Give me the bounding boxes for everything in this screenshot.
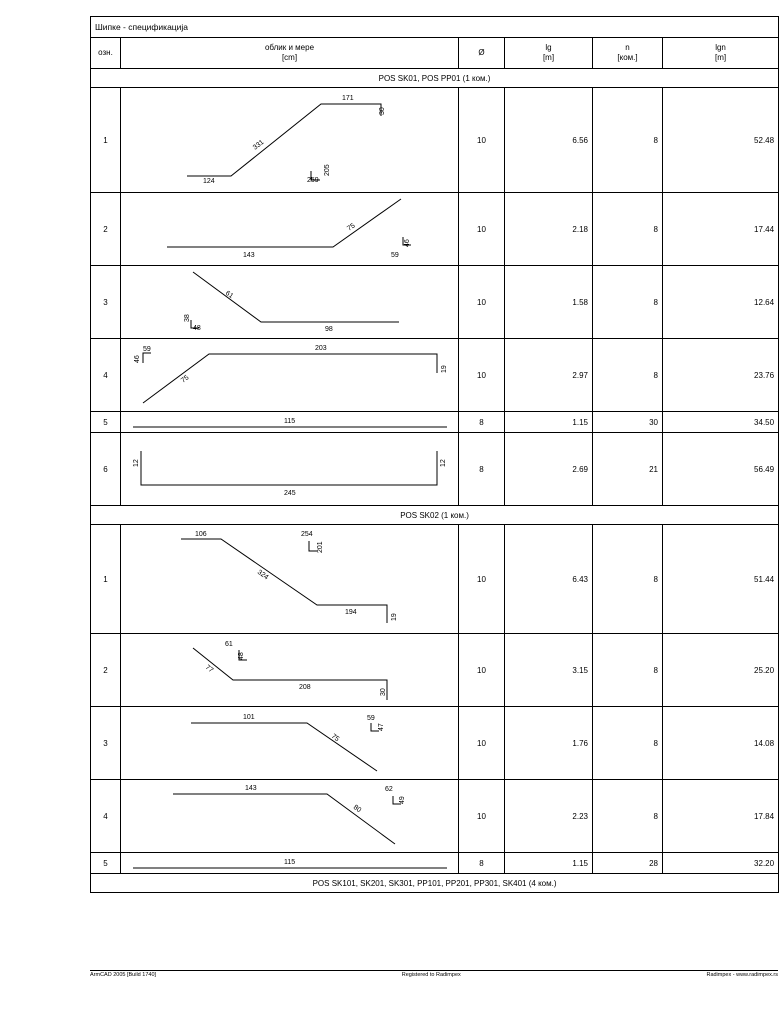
section-title: POS SK01, POS PP01 (1 ком.) bbox=[91, 69, 779, 88]
row-diameter: 10 bbox=[459, 266, 505, 339]
row-lg: 1.15 bbox=[505, 853, 593, 874]
row-n: 8 bbox=[593, 88, 663, 193]
bar-shape-svg bbox=[121, 266, 459, 338]
dim-label: 115 bbox=[284, 859, 296, 866]
dim-label: 205 bbox=[324, 164, 331, 176]
row-mark: 5 bbox=[91, 412, 121, 433]
dim-label: 254 bbox=[301, 531, 313, 538]
dim-label: 61 bbox=[225, 641, 233, 648]
dim-label: 208 bbox=[299, 684, 311, 691]
bar-shape-drawing bbox=[121, 193, 459, 266]
bar-shape-drawing bbox=[121, 88, 459, 193]
bar-shape-drawing bbox=[121, 707, 459, 780]
dim-label: 80 bbox=[351, 803, 363, 815]
row-lgn: 17.44 bbox=[663, 193, 779, 266]
row-lgn: 56.49 bbox=[663, 433, 779, 506]
row-n: 28 bbox=[593, 853, 663, 874]
row-lg: 2.97 bbox=[505, 339, 593, 412]
table-row bbox=[91, 853, 779, 874]
dim-label: 46 bbox=[404, 239, 411, 247]
dim-label: 48 bbox=[193, 325, 201, 332]
row-lg: 1.58 bbox=[505, 266, 593, 339]
row-lg: 2.69 bbox=[505, 433, 593, 506]
section-title: POS SK101, SK201, SK301, PP101, PP201, PP301, SK401 (4 ком.) bbox=[91, 874, 779, 893]
dim-label: 124 bbox=[203, 178, 215, 185]
row-n: 8 bbox=[593, 339, 663, 412]
header-lgn bbox=[663, 38, 779, 69]
row-n: 21 bbox=[593, 433, 663, 506]
dim-label: 19 bbox=[391, 613, 398, 621]
row-diameter: 10 bbox=[459, 88, 505, 193]
bar-shape-svg bbox=[121, 88, 459, 192]
row-lg: 6.43 bbox=[505, 525, 593, 634]
dim-label: 30 bbox=[380, 688, 387, 696]
row-mark: 3 bbox=[91, 707, 121, 780]
dim-label: 59 bbox=[367, 715, 375, 722]
row-diameter: 8 bbox=[459, 853, 505, 874]
footer-company: Radimpex - www.radimpex.rs bbox=[706, 972, 778, 978]
dim-label: 324 bbox=[255, 568, 270, 582]
dim-label: 59 bbox=[143, 346, 151, 353]
dim-label: 46 bbox=[134, 355, 141, 363]
dim-label: 47 bbox=[378, 723, 385, 731]
table-row bbox=[91, 433, 779, 506]
header-mark: озн. bbox=[91, 38, 121, 69]
dim-label: 194 bbox=[345, 609, 357, 616]
row-lg: 2.23 bbox=[505, 780, 593, 853]
row-diameter: 10 bbox=[459, 525, 505, 634]
row-n: 8 bbox=[593, 634, 663, 707]
dim-label: 59 bbox=[391, 252, 399, 259]
bar-shape-svg bbox=[121, 433, 459, 505]
dim-label: 259 bbox=[307, 177, 319, 184]
row-mark: 1 bbox=[91, 88, 121, 193]
table-row bbox=[91, 634, 779, 707]
header-lg-label: lg bbox=[545, 43, 552, 52]
row-n: 8 bbox=[593, 193, 663, 266]
row-lgn: 23.76 bbox=[663, 339, 779, 412]
dim-label: 101 bbox=[243, 714, 255, 721]
bar-shape-svg bbox=[121, 780, 459, 852]
row-lgn: 32.20 bbox=[663, 853, 779, 874]
row-lgn: 25.20 bbox=[663, 634, 779, 707]
header-lg-unit: [m] bbox=[542, 53, 555, 62]
row-lgn: 17.84 bbox=[663, 780, 779, 853]
bar-shape-drawing bbox=[121, 853, 459, 874]
row-n: 8 bbox=[593, 266, 663, 339]
header-n bbox=[593, 38, 663, 69]
row-mark: 2 bbox=[91, 193, 121, 266]
row-lgn: 34.50 bbox=[663, 412, 779, 433]
bar-shape-svg bbox=[121, 339, 459, 411]
dim-label: 203 bbox=[315, 345, 327, 352]
header-shape bbox=[121, 38, 459, 69]
section-title: POS SK02 (1 ком.) bbox=[91, 506, 779, 525]
bar-shape-svg bbox=[121, 193, 459, 265]
header-diameter: Ø bbox=[459, 38, 505, 69]
dim-label: 49 bbox=[399, 796, 406, 804]
header-shape-label: облик и мере bbox=[264, 43, 315, 52]
row-diameter: 10 bbox=[459, 634, 505, 707]
bar-shape-drawing bbox=[121, 412, 459, 433]
row-lgn: 14.08 bbox=[663, 707, 779, 780]
row-n: 30 bbox=[593, 412, 663, 433]
dim-label: 61 bbox=[223, 289, 235, 301]
row-n: 8 bbox=[593, 525, 663, 634]
row-mark: 1 bbox=[91, 525, 121, 634]
rebar-specification-table bbox=[90, 16, 779, 893]
row-diameter: 10 bbox=[459, 339, 505, 412]
row-lgn: 52.48 bbox=[663, 88, 779, 193]
bar-shape-svg bbox=[121, 853, 459, 873]
specification-sheet bbox=[90, 16, 778, 893]
row-diameter: 8 bbox=[459, 412, 505, 433]
table-row bbox=[91, 193, 779, 266]
row-mark: 5 bbox=[91, 853, 121, 874]
header-lgn-label: lgn bbox=[715, 43, 726, 52]
bar-shape-drawing bbox=[121, 433, 459, 506]
row-mark: 2 bbox=[91, 634, 121, 707]
table-title: Шипке - спецификација bbox=[91, 17, 779, 38]
bar-shape-drawing bbox=[121, 780, 459, 853]
row-lg: 2.18 bbox=[505, 193, 593, 266]
table-row bbox=[91, 412, 779, 433]
row-n: 8 bbox=[593, 780, 663, 853]
dim-label: 331 bbox=[251, 138, 266, 152]
table-row bbox=[91, 339, 779, 412]
dim-label: 75 bbox=[179, 374, 191, 385]
dim-label: 245 bbox=[284, 490, 296, 497]
bar-shape-svg bbox=[121, 707, 459, 779]
row-lg: 1.76 bbox=[505, 707, 593, 780]
table-row bbox=[91, 780, 779, 853]
row-mark: 4 bbox=[91, 780, 121, 853]
footer-software: ArmCAD 2005 [Build 1740] bbox=[90, 972, 157, 978]
header-lg bbox=[505, 38, 593, 69]
page-footer bbox=[90, 970, 778, 978]
row-mark: 3 bbox=[91, 266, 121, 339]
bar-shape-svg bbox=[121, 634, 459, 706]
dim-label: 19 bbox=[441, 365, 448, 373]
dim-label: 143 bbox=[245, 785, 257, 792]
row-n: 8 bbox=[593, 707, 663, 780]
dim-label: 143 bbox=[243, 252, 255, 259]
dim-label: 201 bbox=[317, 541, 324, 553]
dim-label: 115 bbox=[284, 418, 296, 425]
table-row bbox=[91, 88, 779, 193]
dim-label: 75 bbox=[329, 732, 341, 744]
header-shape-unit: [cm] bbox=[281, 53, 298, 62]
row-diameter: 10 bbox=[459, 707, 505, 780]
bar-shape-svg bbox=[121, 412, 459, 432]
bar-shape-drawing bbox=[121, 525, 459, 634]
header-row bbox=[91, 38, 779, 69]
header-lgn-unit: [m] bbox=[714, 53, 727, 62]
dim-label: 12 bbox=[133, 459, 140, 467]
dim-label: 98 bbox=[325, 326, 333, 333]
dim-label: 30 bbox=[379, 107, 386, 115]
dim-label: 12 bbox=[440, 459, 447, 467]
row-lg: 6.56 bbox=[505, 88, 593, 193]
dim-label: 106 bbox=[195, 531, 207, 538]
dim-label: 48 bbox=[238, 652, 245, 660]
table-row bbox=[91, 525, 779, 634]
bar-shape-drawing bbox=[121, 634, 459, 707]
header-n-label: n bbox=[625, 43, 630, 52]
row-lg: 1.15 bbox=[505, 412, 593, 433]
row-mark: 6 bbox=[91, 433, 121, 506]
dim-label: 38 bbox=[184, 314, 191, 322]
header-n-unit: [ком.] bbox=[617, 53, 638, 62]
row-lg: 3.15 bbox=[505, 634, 593, 707]
bar-shape-drawing bbox=[121, 339, 459, 412]
dim-label: 171 bbox=[342, 95, 354, 102]
bar-shape-drawing bbox=[121, 266, 459, 339]
row-lgn: 12.64 bbox=[663, 266, 779, 339]
row-lgn: 51.44 bbox=[663, 525, 779, 634]
dim-label: 62 bbox=[385, 786, 393, 793]
table-row bbox=[91, 266, 779, 339]
row-diameter: 10 bbox=[459, 193, 505, 266]
footer-registration: Registered to Radimpex bbox=[401, 972, 461, 978]
bar-shape-svg bbox=[121, 525, 459, 633]
dim-label: 75 bbox=[346, 222, 357, 233]
dim-label: 77 bbox=[203, 664, 215, 675]
row-diameter: 8 bbox=[459, 433, 505, 506]
row-mark: 4 bbox=[91, 339, 121, 412]
row-diameter: 10 bbox=[459, 780, 505, 853]
table-row bbox=[91, 707, 779, 780]
